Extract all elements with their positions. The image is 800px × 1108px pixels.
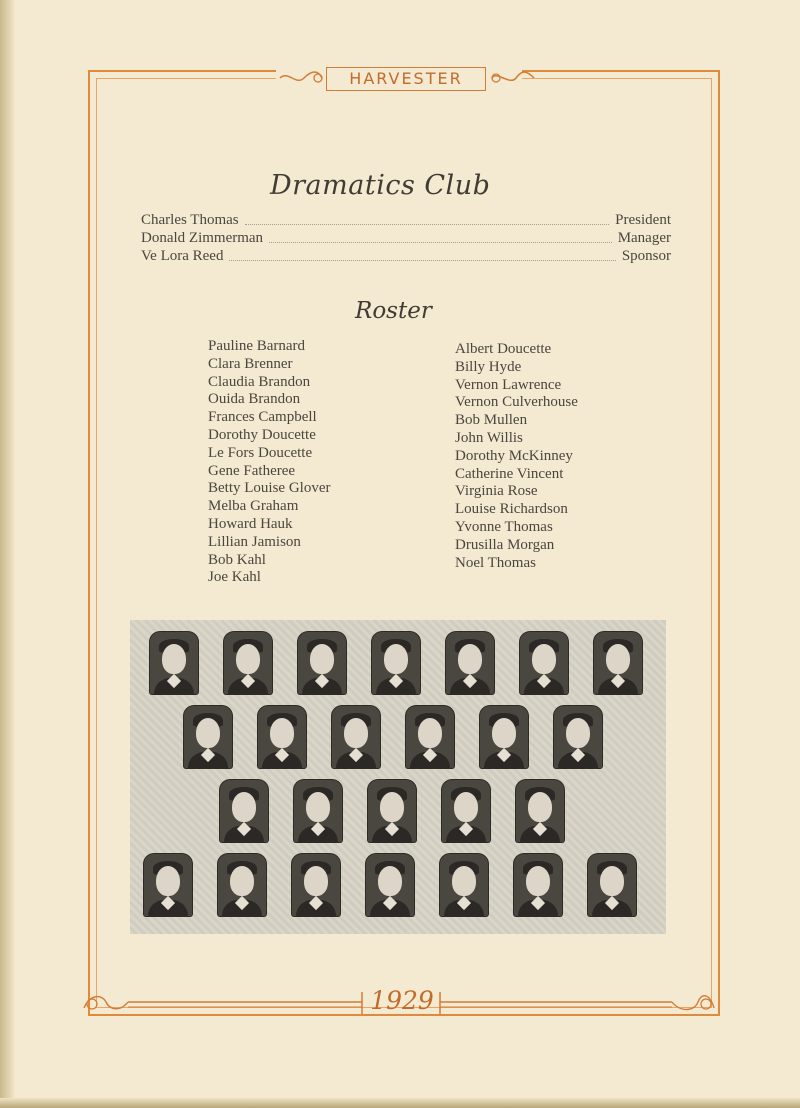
roster-column-right <box>455 341 578 572</box>
roster-name: Bob Kahl <box>208 551 266 568</box>
portrait-photo <box>520 632 568 694</box>
portrait-photo <box>594 632 642 694</box>
roster-name: Virginia Rose <box>455 483 538 500</box>
roster-name: Billy Hyde <box>455 358 522 375</box>
footer-scroll-right-icon <box>436 986 718 1016</box>
page-binding-edge <box>0 0 14 1108</box>
officer-role: Manager <box>617 230 671 246</box>
officer-role: President <box>615 212 671 228</box>
roster-name: Melba Graham <box>208 498 299 515</box>
portrait-photo <box>218 854 266 916</box>
portrait-photo <box>298 632 346 694</box>
officers-list <box>141 211 671 265</box>
portrait-photo <box>144 854 192 916</box>
roster-name: Lillian Jamison <box>208 533 301 550</box>
portrait-photo <box>442 780 490 842</box>
roster-name: Albert Doucette <box>455 341 552 357</box>
roster-name: Betty Louise Glover <box>208 480 331 497</box>
leader-dots <box>269 242 612 243</box>
portrait-photo <box>258 706 306 768</box>
portrait-photo <box>588 854 636 916</box>
portrait-photo <box>332 706 380 768</box>
leader-dots <box>245 224 610 225</box>
roster-name: Frances Campbell <box>208 409 317 426</box>
portrait-photo <box>480 706 528 768</box>
roster-name: Dorothy Doucette <box>208 426 316 443</box>
page-bottom-edge <box>0 1098 800 1108</box>
portrait-photo <box>294 780 342 842</box>
officer-row <box>141 229 671 247</box>
portrait-photo <box>292 854 340 916</box>
roster-name: Noel Thomas <box>455 554 536 571</box>
leader-dots <box>229 260 615 261</box>
roster-name: Louise Richardson <box>455 501 568 518</box>
header-scroll-left-icon <box>278 66 324 90</box>
portrait-photo <box>224 632 272 694</box>
portrait-photo <box>184 706 232 768</box>
officer-row <box>141 211 671 229</box>
roster-name: Le Fors Doucette <box>208 444 313 461</box>
portrait-photo <box>514 854 562 916</box>
roster-name: Joe Kahl <box>208 569 261 586</box>
roster-name: Howard Hauk <box>208 515 293 532</box>
roster-name: Clara Brenner <box>208 355 293 372</box>
club-title: Dramatics Club <box>270 170 491 201</box>
portrait-photo <box>446 632 494 694</box>
roster-name: Catherine Vincent <box>455 465 564 482</box>
portrait-photo <box>220 780 268 842</box>
roster-name: Drusilla Morgan <box>455 536 555 553</box>
portrait-photo <box>406 706 454 768</box>
roster-name: Vernon Lawrence <box>455 376 562 393</box>
portrait-photo <box>516 780 564 842</box>
portrait-photo-panel <box>130 620 666 934</box>
portrait-photo <box>554 706 602 768</box>
roster-name: John Willis <box>455 429 523 446</box>
portrait-photo <box>150 632 198 694</box>
officer-name: Donald Zimmerman <box>141 230 264 246</box>
roster-name: Gene Fatheree <box>208 462 296 479</box>
footer-year: 1929 <box>370 986 434 1015</box>
roster-name: Pauline Barnard <box>208 338 306 354</box>
roster-name: Bob Mullen <box>455 412 528 429</box>
portrait-photo <box>368 780 416 842</box>
footer-scroll-left-icon <box>80 986 366 1016</box>
roster-name: Yvonne Thomas <box>455 518 553 535</box>
portrait-photo <box>372 632 420 694</box>
roster-title: Roster <box>355 298 432 324</box>
portrait-photo <box>440 854 488 916</box>
officer-name: Charles Thomas <box>141 212 239 228</box>
roster-name: Dorothy McKinney <box>455 447 573 464</box>
header-scroll-right-icon <box>490 66 536 90</box>
officer-name: Ve Lora Reed <box>141 248 224 264</box>
roster-name: Vernon Culverhouse <box>455 394 578 411</box>
roster-name: Claudia Brandon <box>208 373 311 390</box>
header-title: HARVESTER <box>326 67 486 91</box>
roster-name: Ouida Brandon <box>208 391 301 408</box>
officer-role: Sponsor <box>621 248 671 264</box>
roster-column-left <box>208 338 330 587</box>
officer-row <box>141 247 671 265</box>
portrait-photo <box>366 854 414 916</box>
